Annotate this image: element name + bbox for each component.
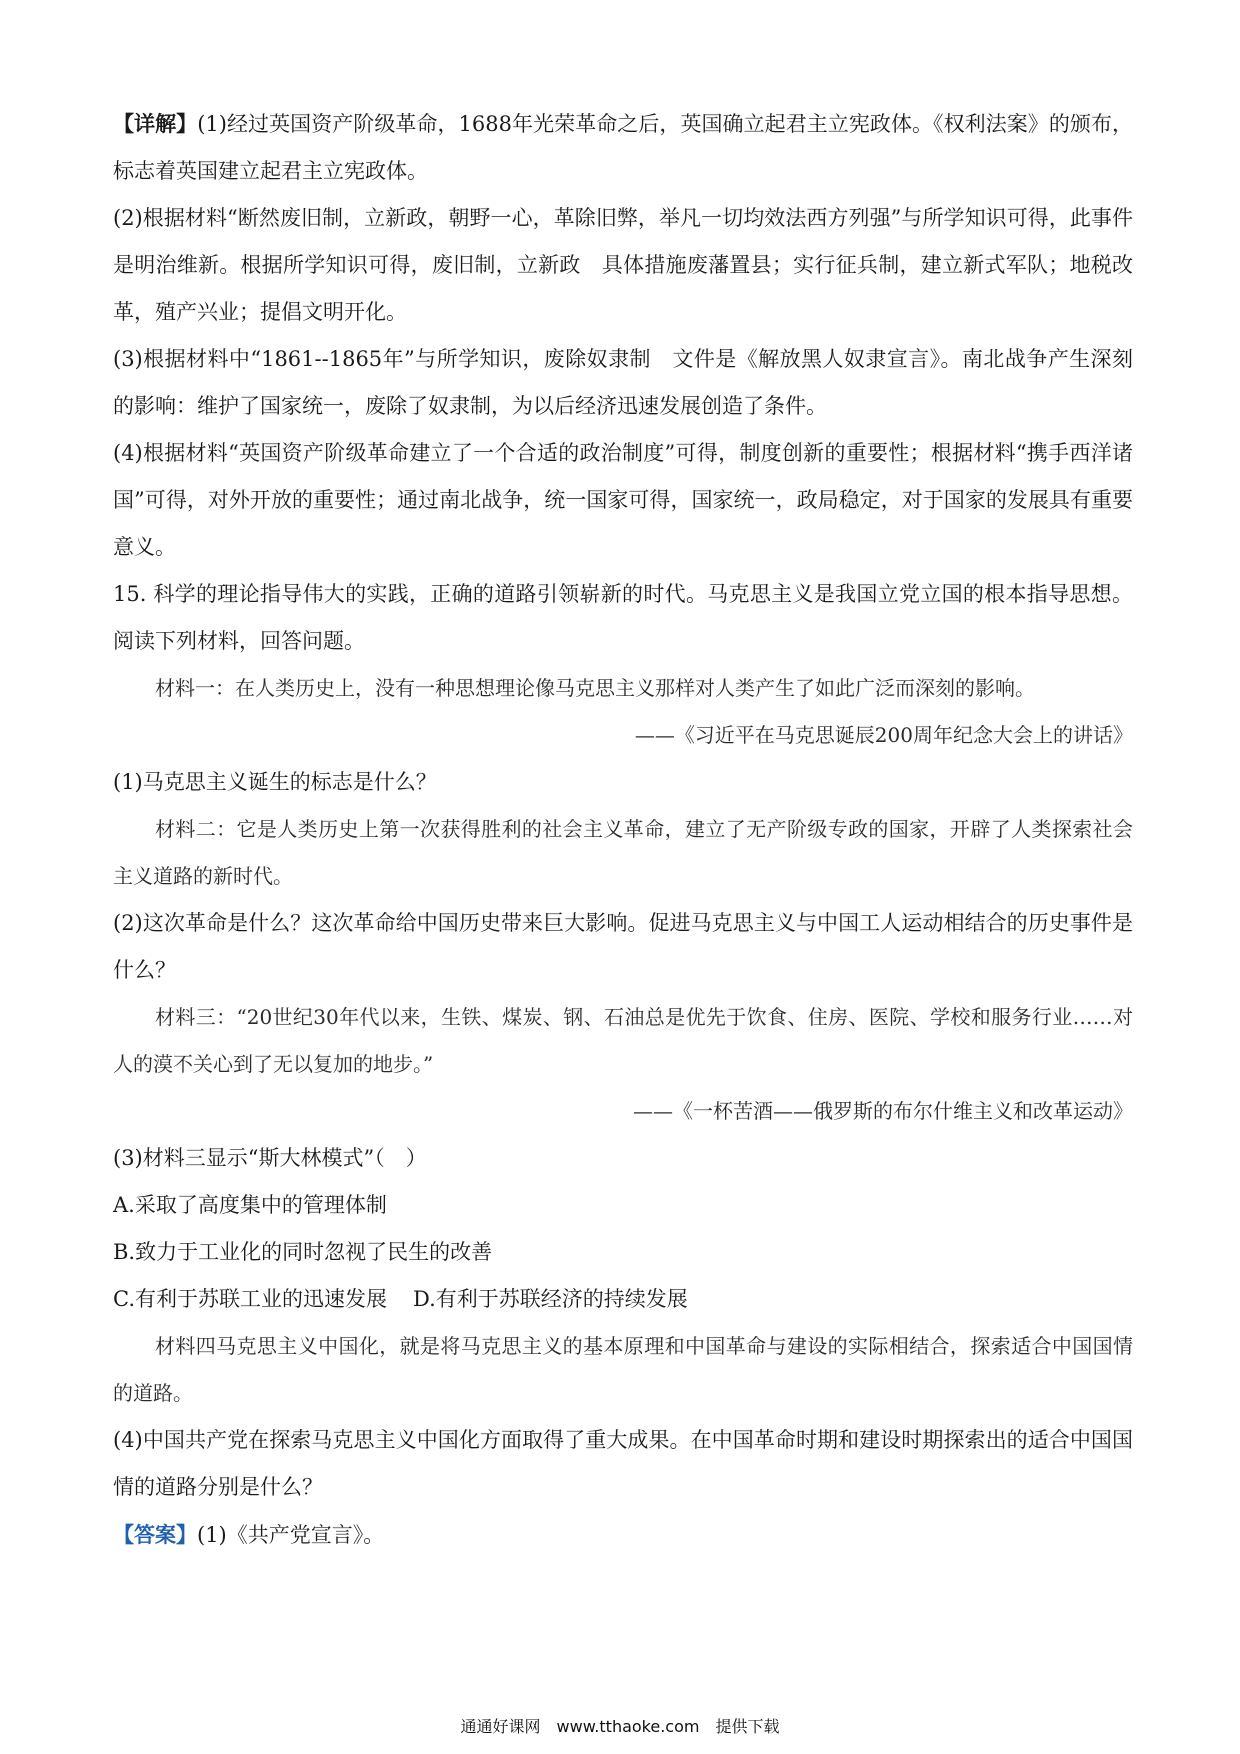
answer-tag: 【答案】: [113, 1522, 197, 1547]
page-footer: 通通好课网 www.tthaoke.com 提供下载: [460, 1717, 780, 1736]
sub-question-2: (2)这次革命是什么？这次革命给中国历史带来巨大影响。促进马克思主义与中国工人运动相结合的历史事件是什么？: [113, 911, 1133, 982]
material-4: 材料四马克思主义中国化，就是将马克思主义的基本原理和中国革命与建设的实际相结合，探索适合中国国情的道路。: [113, 1334, 1133, 1405]
sub-question-1: (1)马克思主义诞生的标志是什么？: [113, 770, 437, 794]
material-1: 材料一：在人类历史上，没有一种思想理论像马克思主义那样对人类产生了如此广泛而深刻的影响。: [155, 676, 1035, 700]
material-1-source: ——《习近平在马克思诞辰200周年纪念大会上的讲话》: [634, 723, 1133, 747]
material-2: 材料二：它是人类历史上第一次获得胜利的社会主义革命，建立了无产阶级专政的国家，开辟了人类探索社会主义道路的新时代。: [113, 817, 1133, 888]
question-15-stem: 15. 科学的理论指导伟大的实践，正确的道路引领崭新的时代。马克思主义是我国立党立国的根本指导思想。阅读下列材料，回答问题。: [113, 582, 1133, 653]
option-c: C.有利于苏联工业的迅速发展: [113, 1287, 387, 1311]
sub-question-4: (4)中国共产党在探索马克思主义中国化方面取得了重大成果。在中国革命时期和建设时期探索出的适合中国国情的道路分别是什么？: [113, 1428, 1133, 1499]
detail-paragraph-1: [113, 100, 1133, 195]
answer-text: (1)《共产党宣言》。: [197, 1523, 385, 1547]
option-d: D.有利于苏联经济的持续发展: [413, 1287, 688, 1311]
material-3-source: ——《一杯苦酒——俄罗斯的布尔什维主义和改革运动》: [633, 1099, 1133, 1123]
answer-paragraph: [113, 1511, 1133, 1559]
option-a: A.采取了高度集中的管理体制: [113, 1193, 387, 1217]
detail-text-1: (1)经过英国资产阶级革命，1688年光荣革命之后，英国确立起君主立宪政体。《权利法案》的颁布，标志着英国建立起君主立宪政体。: [113, 112, 1134, 183]
material-3: 材料三：“20世纪30年代以来，生铁、煤炭、钢、石油总是优先于饮食、住房、医院、学校和服务行业……对人的漠不关心到了无以复加的地步。”: [113, 1005, 1133, 1076]
detail-paragraph-3: (3)根据材料中“1861--1865年”与所学知识，废除奴隶制 文件是《解放黑人奴隶宣言》。南北战争产生深刻的影响：维护了国家统一，废除了奴隶制，为以后经济迅速发展创造了条件。: [113, 347, 1133, 418]
detail-paragraph-4: (4)根据材料“英国资产阶级革命建立了一个合适的政治制度”可得，制度创新的重要性；根据材料“携手西洋诸国”可得，对外开放的重要性；通过南北战争，统一国家可得，国家统一，政局稳定，对于国家的发展具有重要意义。: [113, 441, 1133, 559]
detail-paragraph-2: (2)根据材料“断然废旧制，立新政，朝野一心，革除旧弊，举凡一切均效法西方列强”与所学知识可得，此事件是明治维新。根据所学知识可得，废旧制，立新政 具体措施废藩置县；实行征兵制，建立新式军队；地税改革，殖产兴业；提倡文明开化。: [113, 206, 1133, 324]
page-content: [113, 100, 1133, 1559]
sub-question-3: (3)材料三显示“斯大林模式”（ ）: [113, 1146, 427, 1170]
options-c-d: [113, 1276, 1133, 1323]
detail-tag: 【详解】: [113, 111, 198, 136]
option-b: B.致力于工业化的同时忽视了民生的改善: [113, 1240, 493, 1264]
